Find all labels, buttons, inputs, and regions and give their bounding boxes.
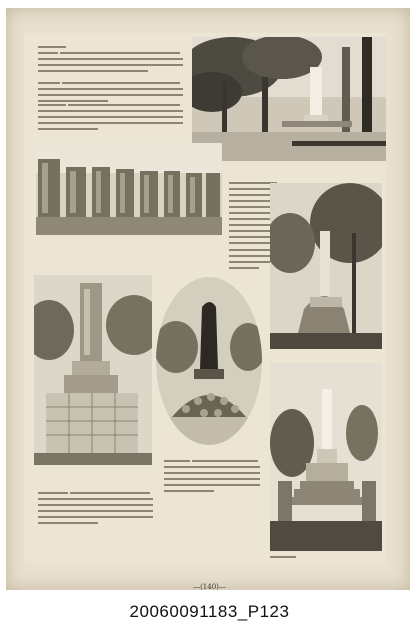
archive-id-caption: 20060091183_P123	[129, 602, 290, 621]
article-bottom-left	[38, 491, 156, 528]
photo-bottom-right-monument	[270, 363, 382, 551]
article-bottom-center	[164, 459, 262, 496]
article-bottom-right	[270, 555, 382, 561]
page-number: ―(140)―	[193, 583, 226, 591]
photo-right-monument	[270, 183, 382, 349]
photo-left-pillar-monument	[34, 275, 152, 465]
photo-stone-slabs	[36, 143, 222, 235]
photo-oval-monument	[156, 277, 262, 445]
document-page	[24, 33, 386, 563]
article-middle-left	[38, 103, 188, 133]
article-top-left	[38, 45, 188, 106]
